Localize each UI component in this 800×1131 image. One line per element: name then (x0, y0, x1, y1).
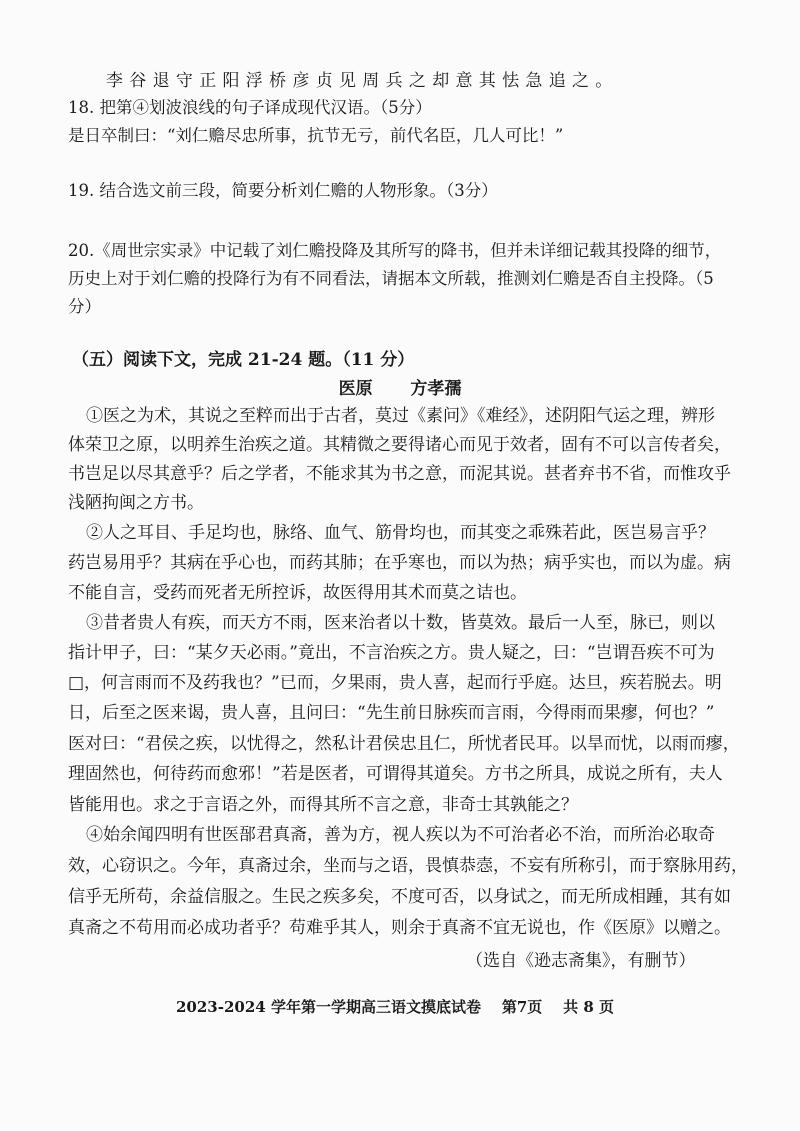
question-18-prompt: 18. 把第④划波浪线的句子译成现代汉语。（5分） (68, 98, 432, 117)
page-footer: 2023-2024 学年第一学期高三语文摸底试卷 第7页 共 8 页 (176, 998, 615, 1016)
question-19-prompt: 19. 结合选文前三段，简要分析刘仁赡的人物形象。（3分） (68, 181, 498, 200)
paragraph-line: 效，心窃识之。今年，真斋过余，坐而与之语，畏慎恭悫，不妄有所称引，而于察脉用药， (68, 856, 748, 876)
passage-title: 医原 (338, 379, 373, 399)
paragraph-line: 皆能用也。求之于言语之外，而得其所不言之意，非奇士其孰能之？ (68, 795, 578, 815)
paragraph-line: 指计甲子，曰：“某夕天必雨。”竟出，不言治疾之方。贵人疑之，曰：“岂谓吾疾不可为 (68, 643, 715, 663)
paragraph-line: □，何言雨而不及药我也？”已而，夕果雨，贵人喜，起而行乎庭。达旦，疾若脱去。明 (68, 673, 722, 693)
paragraph-line: ③昔者贵人有疾，而天方不雨，医来治者以十数，皆莫效。最后一人至，脉已，则以 (86, 613, 715, 633)
paragraph-line: 医对曰：“君侯之疾，以忧得之，然私计君侯忠且仁，所忧者民耳。以旱而忧，以雨而瘳， (68, 734, 740, 754)
passage-author: 方孝孺 (410, 379, 462, 399)
paragraph-line: 理固然也，何待药而愈邪！”若是医者，可谓得其道矣。方书之所具，成说之所有，夫人 (68, 764, 723, 784)
paragraph-line: 浅陋拘闽之方书。 (68, 493, 204, 513)
question-20-line: 20.《周世宗实录》中记载了刘仁赡投降及其所写的降书，但并未详细记载其投降的细节， (68, 241, 722, 260)
question-20-line: 历史上对于刘仁赡的投降行为有不同看法，请据本文所载，推测刘仁赡是否自主投降。（5 (68, 269, 714, 288)
paragraph-line: 真斋之不苟用而必成功者乎？苟难乎其人，则余于真斋不宜无说也，作《医原》以赠之。 (68, 918, 731, 938)
paragraph-line: 书岂足以尽其意乎？后之学者，不能求其为书之意，而泥其说。甚者弃书不省，而惟攻乎 (68, 464, 731, 484)
passage-source: （选自《逊志斋集》，有删节） (466, 951, 696, 971)
paragraph-line: 不能自言，受药而死者无所控诉，故医得用其术而莫之诘也。 (68, 583, 527, 603)
paragraph-line: 信乎无所苟，余益信服之。生民之疾多矣，不度可否，以身试之，而无所成相踵，其有如 (68, 887, 731, 907)
question-18-sentence: 是日卒制曰：“刘仁赡尽忠所事，抗节无亏，前代名臣，几人可比！” (68, 126, 564, 145)
section-5-heading: （五）阅读下文，完成 21-24 题。（11 分） (72, 350, 415, 370)
paragraph-line: 体荣卫之原，以明养生治疾之道。其精微之要得诸心而见于效者，固有不可以言传者矣， (68, 435, 731, 455)
paragraph-line: ②人之耳目、手足均也，脉络、血气、筋骨均也，而其变之乖殊若此，医岂易言乎？ (86, 523, 715, 543)
paragraph-line: ①医之为术，其说之至粹而出于古者，莫过《素问》《难经》，述阴阳气运之理，辨形 (86, 406, 715, 426)
passage-fragment-line: 李谷退守正阳浮桥彦贞见周兵之却意其怯急追之。 (106, 71, 619, 91)
paragraph-line: ④始余闻四明有世医郚君真斋，善为方，视人疾以为不可治者必不治，而所治必取奇 (86, 825, 715, 845)
passage-title-block (0, 378, 800, 400)
question-20-line: 分） (68, 297, 101, 316)
paragraph-line: 日，后至之医来谒，贵人喜，且问曰：“先生前日脉疾而言雨，今得雨而果瘳，何也？” (68, 703, 715, 723)
paragraph-line: 药岂易用乎？其病在乎心也，而药其肺；在乎寒也，而以为热；病乎实也，而以为虚。病 (68, 553, 731, 573)
